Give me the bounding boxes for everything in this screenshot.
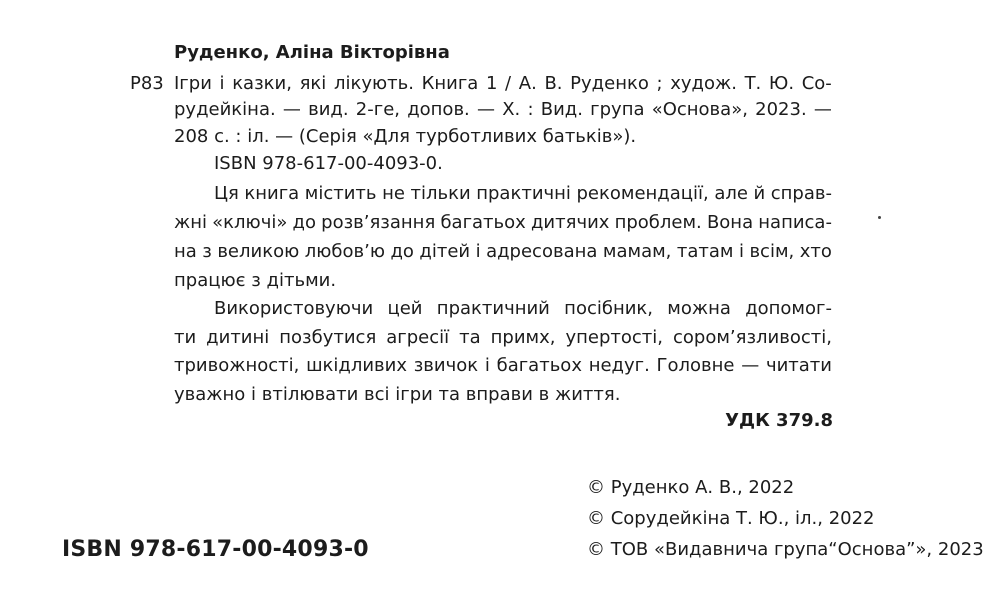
word: В. xyxy=(544,73,563,94)
word: недуг. xyxy=(588,355,650,376)
word: написа- xyxy=(758,212,832,233)
word: книга xyxy=(244,183,300,204)
word: група xyxy=(590,99,645,120)
word: великою xyxy=(217,241,300,262)
word: справ- xyxy=(770,183,832,204)
isbn-bottom: ISBN 978-617-00-4093-0 xyxy=(62,537,369,562)
word: рудейкіна. xyxy=(174,99,276,120)
annotation-p1-line-2 xyxy=(174,212,832,234)
word: проблем. xyxy=(614,212,702,233)
word: на xyxy=(174,241,197,262)
word: які xyxy=(299,73,327,94)
word: шкідливих xyxy=(306,355,408,376)
annotation-p2-line-2 xyxy=(174,327,832,349)
word: посібник, xyxy=(564,298,654,319)
author-heading: Руденко, Аліна Вікторівна xyxy=(174,42,450,63)
word: практичний xyxy=(436,298,550,319)
isbn-line: ISBN 978-617-00-4093-0. xyxy=(214,153,443,174)
word: жні xyxy=(174,212,207,233)
word: тільки xyxy=(410,183,471,204)
word: худож. xyxy=(670,73,737,94)
word: примх, xyxy=(490,327,556,348)
word: дитячих xyxy=(530,212,610,233)
catalog-code: Р83 xyxy=(130,73,164,94)
udk-code: УДК 379.8 xyxy=(725,410,833,431)
word: упертості, xyxy=(565,327,664,348)
bibliographic-line-1 xyxy=(174,73,832,95)
copyright-author: © Руденко А. В., 2022 xyxy=(587,477,795,498)
word: / xyxy=(505,73,512,94)
annotation-p2-line-1 xyxy=(214,298,832,320)
word: Ця xyxy=(214,183,239,204)
word: «ключі» xyxy=(212,212,288,233)
word: мамам, xyxy=(602,241,672,262)
word: й xyxy=(753,183,766,204)
word: і xyxy=(484,355,490,376)
annotation-p2-line-4: уважно і втілювати всі ігри та вправи в життя. xyxy=(174,384,621,405)
word: можна xyxy=(667,298,731,319)
word: — xyxy=(741,355,760,376)
word: Ігри xyxy=(174,73,212,94)
word: 2023. xyxy=(755,99,807,120)
word: ти xyxy=(174,327,197,348)
copyright-publisher: © ТОВ «Видавнича група“Основа”», 2023 xyxy=(587,539,984,560)
bibliographic-line-3: 208 с. : іл. — (Серія «Для турботливих батьків»). xyxy=(174,126,637,147)
word: до xyxy=(292,212,316,233)
word: і xyxy=(738,241,744,262)
annotation-p1-line-4: працює з дітьми. xyxy=(174,270,337,291)
word: Руденко xyxy=(570,73,649,94)
word: любов’ю xyxy=(304,241,385,262)
word: та xyxy=(459,327,481,348)
word: Вона xyxy=(706,212,754,233)
annotation-p1-line-1 xyxy=(214,183,832,205)
word: казки, xyxy=(232,73,292,94)
word: і xyxy=(475,241,481,262)
word: агресії xyxy=(386,327,450,348)
copyright-illustrator: © Сорудейкіна Т. Ю., іл., 2022 xyxy=(587,508,875,529)
word: всім, xyxy=(749,241,795,262)
word: Головне xyxy=(656,355,735,376)
word: дитині xyxy=(206,327,270,348)
scan-speck xyxy=(878,216,881,219)
word: дітей xyxy=(419,241,471,262)
word: адресована xyxy=(486,241,598,262)
word: татам xyxy=(676,241,734,262)
word: допов. xyxy=(407,99,470,120)
annotation-p2-line-3 xyxy=(174,355,832,377)
word: звичок xyxy=(413,355,479,376)
word: але xyxy=(714,183,748,204)
word: рекомендації, xyxy=(576,183,709,204)
word: Со- xyxy=(801,73,832,94)
word: розв’язання xyxy=(321,212,436,233)
word: багатьох xyxy=(496,355,582,376)
word: А. xyxy=(518,73,537,94)
word: тривожності, xyxy=(174,355,300,376)
word: вид. xyxy=(308,99,349,120)
word: до xyxy=(390,241,414,262)
word: читати xyxy=(765,355,832,376)
word: Т. xyxy=(744,73,762,94)
word: 2-ге, xyxy=(355,99,400,120)
word: Вид. xyxy=(540,99,583,120)
word: Використовуючи xyxy=(214,298,374,319)
word: допомог- xyxy=(745,298,832,319)
word: Книга xyxy=(421,73,479,94)
word: хто xyxy=(799,241,832,262)
word: ; xyxy=(656,73,663,94)
word: Ю. xyxy=(768,73,795,94)
word: — xyxy=(282,99,301,120)
word: лікують. xyxy=(333,73,414,94)
word: сором’язливості, xyxy=(673,327,832,348)
word: — xyxy=(813,99,832,120)
annotation-p1-line-3 xyxy=(174,241,832,263)
word: багатьох xyxy=(440,212,526,233)
word: містить xyxy=(304,183,377,204)
word: цей xyxy=(387,298,423,319)
word: позбутися xyxy=(279,327,377,348)
word: практичні xyxy=(476,183,571,204)
word: Х. xyxy=(502,99,521,120)
word: 1 xyxy=(485,73,498,94)
word: : xyxy=(527,99,534,120)
word: з xyxy=(202,241,212,262)
word: — xyxy=(476,99,495,120)
word: «Основа», xyxy=(651,99,748,120)
word: і xyxy=(219,73,225,94)
word: не xyxy=(382,183,405,204)
bibliographic-line-2 xyxy=(174,99,832,121)
